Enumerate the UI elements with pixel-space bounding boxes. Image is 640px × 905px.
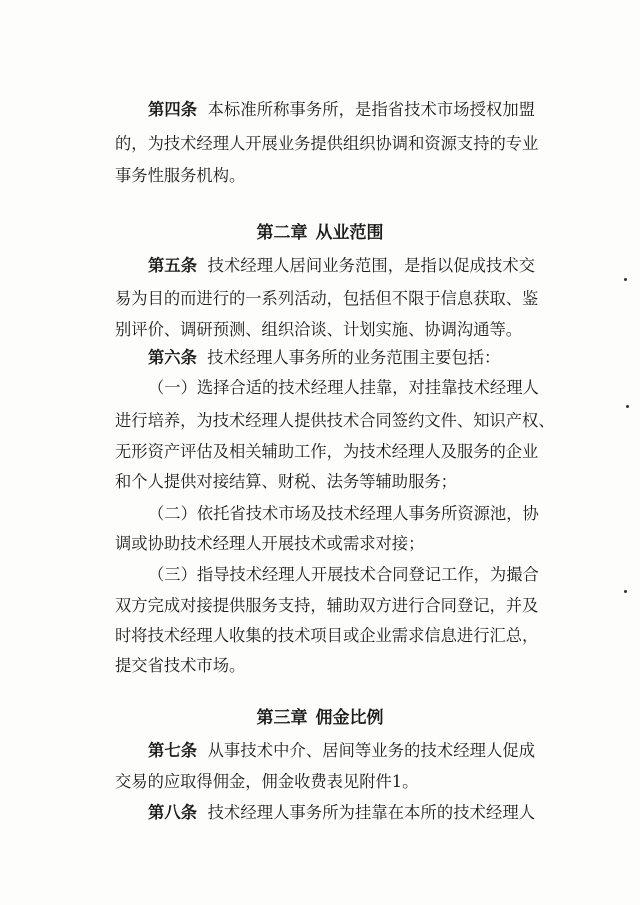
item-1-line-4: 和个人提供对接结算、财税、法务等辅助服务； [115, 472, 457, 491]
article-5-label: 第五条 [148, 256, 198, 275]
article-7-line-1: 第七条 从事技术中介、居间等业务的技术经理人促成 [148, 741, 535, 760]
chapter-3-heading [0, 704, 640, 732]
item-3-line-4: 提交省技术市场。 [115, 656, 246, 675]
article-7-label: 第七条 [148, 741, 198, 760]
item-2-line-1: （二）依托省技术市场及技术经理人事务所资源池，协 [148, 504, 539, 523]
article-8-label: 第八条 [148, 803, 198, 822]
chapter-2-number: 第二章 [256, 223, 308, 243]
article-4-line-1: 第四条 本标准所称事务所，是指省技术市场授权加盟 [148, 100, 535, 119]
article-4-line-2: 的，为技术经理人开展业务提供组织协调和资源支持的专业 [115, 134, 539, 153]
article-7-line-2: 交易的应取得佣金，佣金收费表见附件1。 [115, 772, 419, 791]
article-5-line-2: 易为目的而进行的一系列活动，包括但不限于信息获取、鉴 [115, 289, 539, 308]
article-6-line-1: 第六条 技术经理人事务所的业务范围主要包括： [148, 348, 501, 367]
scan-speck [624, 278, 627, 281]
article-5-line-1: 第五条 技术经理人居间业务范围，是指以促成技术交 [148, 256, 535, 275]
scan-speck [624, 590, 627, 593]
item-2-line-2: 调或协助技术经理人开展技术或需求对接； [115, 534, 425, 553]
scan-speck [626, 405, 629, 408]
article-6-label: 第六条 [148, 348, 197, 367]
chapter-2-heading [0, 219, 640, 247]
item-1-line-2: 进行培养，为技术经理人提供技术合同签约文件、知识产权、 [115, 411, 555, 430]
item-3-line-2: 双方完成对接提供服务支持，辅助双方进行合同登记，并及 [115, 596, 539, 615]
chapter-2-title: 从业范围 [315, 223, 384, 243]
item-1-line-1: （一）选择合适的技术经理人挂靠，对挂靠技术经理人 [148, 378, 539, 397]
article-5-line-3: 别评价、调研预测、组织洽谈、计划实施、协调沟通等。 [115, 320, 523, 339]
item-1-line-3: 无形资产评估及相关辅助工作，为技术经理人及服务的企业 [115, 442, 539, 461]
chapter-3-title: 佣金比例 [315, 708, 384, 728]
item-3-line-1: （三）指导技术经理人开展技术合同登记工作，为撮合 [148, 565, 539, 584]
article-4-line-3: 事务性服务机构。 [115, 166, 246, 185]
article-4-label: 第四条 [148, 100, 198, 119]
article-8-line-1: 第八条 技术经理人事务所为挂靠在本所的技术经理人 [148, 803, 535, 822]
item-3-line-3: 时将技术经理人收集的技术项目或企业需求信息进行汇总， [115, 626, 539, 645]
chapter-3-number: 第三章 [256, 708, 308, 728]
